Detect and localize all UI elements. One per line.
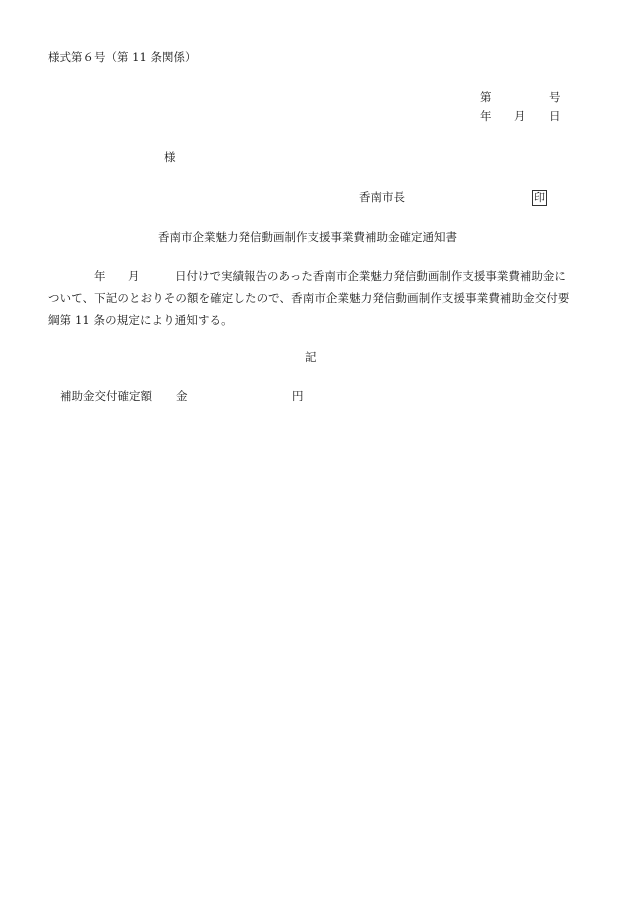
amount-kin: 金: [176, 389, 188, 403]
recipient-suffix: 様: [164, 150, 176, 164]
document-number-prefix: 第: [480, 90, 492, 104]
date-year: 年: [480, 109, 492, 123]
seal-mark: 印: [534, 191, 545, 204]
amount-label: 補助金交付確定額: [60, 389, 152, 403]
amount-yen: 円: [292, 389, 304, 403]
body-line2: ついて、下記のとおりその額を確定したので、香南市企業魅力発信動画制作支援事業費補助金交付要: [48, 291, 570, 305]
body-line1: 日付けで実績報告のあった香南市企業魅力発信動画制作支援事業費補助金に: [175, 269, 566, 283]
date-month: 月: [514, 109, 526, 123]
issuer-seal: [532, 190, 547, 206]
form-id: 様式第６号（第 11 条関係）: [48, 50, 197, 64]
document-title: 香南市企業魅力発信動画制作支援事業費補助金確定通知書: [158, 230, 457, 244]
body-year: 年: [94, 269, 106, 283]
document-number-suffix: 号: [549, 90, 561, 104]
body-line3: 綱第 11 条の規定により通知する。: [48, 313, 233, 327]
date-day: 日: [549, 109, 561, 123]
body-month: 月: [128, 269, 140, 283]
issuer-name: 香南市長: [359, 190, 405, 204]
ki-heading: 記: [305, 350, 317, 364]
